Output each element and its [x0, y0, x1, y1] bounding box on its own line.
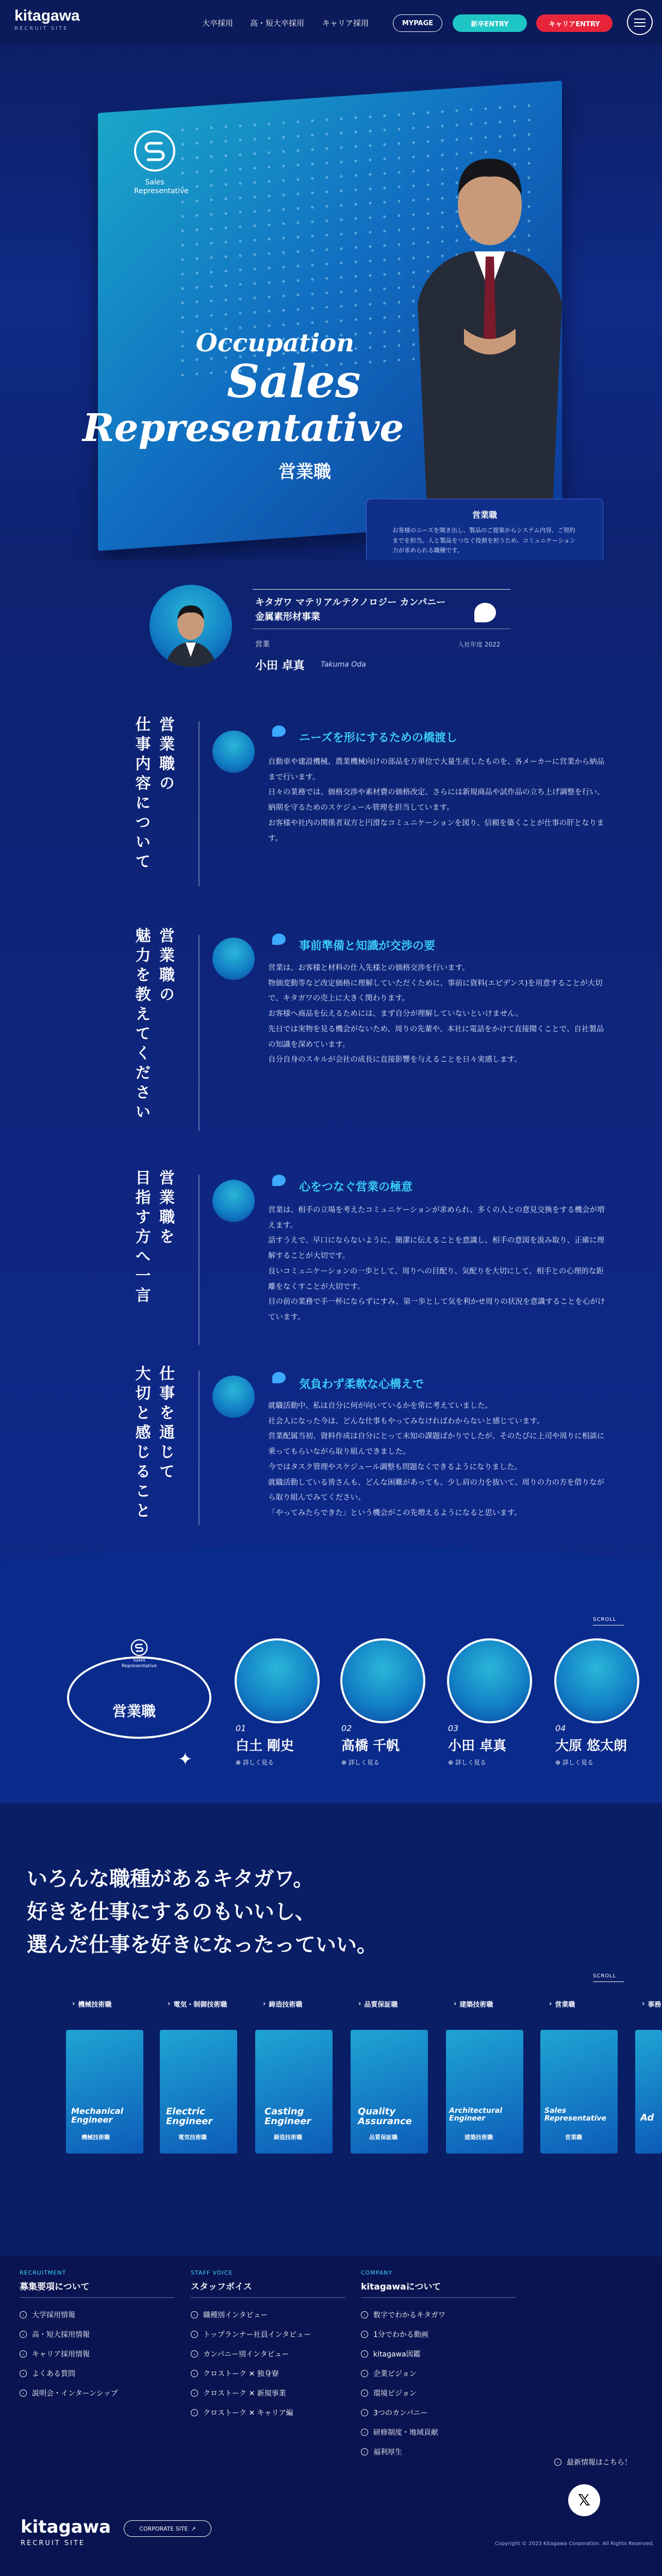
footer-link-text: 福利厚生 [373, 2448, 402, 2456]
footer-col-title: 募集要項について [20, 2279, 174, 2298]
job-card[interactable] [66, 2030, 143, 2154]
section-avatar [212, 1376, 255, 1418]
arrow-icon: › [361, 2409, 368, 2416]
footer-logo[interactable] [21, 2517, 111, 2547]
footer-link[interactable] [20, 2344, 174, 2364]
hero-title-representative: Representative [82, 406, 404, 450]
footer-logo-subtitle: RECRUIT SITE [21, 2539, 86, 2547]
staff-name: 高橋 千帆 [341, 1738, 400, 1754]
nav-career[interactable]: キャリア採用 [322, 19, 369, 28]
detail-label: 詳しく見る [242, 1759, 274, 1766]
hero-title-sales: Sales [227, 354, 361, 408]
arrow-icon: › [20, 2350, 27, 2358]
arrow-icon: › [361, 2389, 368, 2397]
section-divider [198, 935, 200, 1131]
question-bubble-icon [272, 725, 286, 737]
arrow-icon: › [191, 2331, 198, 2338]
footer-link-text: 環境ビジョン [373, 2389, 417, 2398]
staff-photo[interactable] [340, 1638, 425, 1723]
detail-label: 詳しく見る [348, 1759, 379, 1766]
job-card[interactable] [635, 2030, 662, 2154]
tagline-line: 選んだ仕事を好きになったっていい。 [27, 1933, 377, 1957]
menu-bar [634, 22, 646, 23]
job-card-ja: 電気技術職 [178, 2134, 207, 2141]
hero-title-ja: 営業職 [278, 462, 331, 482]
job-card[interactable] [160, 2030, 237, 2154]
arrow-icon: › [191, 2350, 198, 2358]
logo-text: kitagawa [14, 7, 80, 24]
job-card-en: Mechanical Engineer [71, 2106, 124, 2125]
staff-detail-link[interactable]: ⊕ 詳しく見る [341, 1759, 379, 1766]
footer-link-text: クロストーク ✕ 新規事業 [203, 2389, 286, 2398]
profile-joined: 入社年度 2022 [458, 641, 501, 648]
section-avatar [212, 1180, 255, 1222]
footer-column [191, 2269, 345, 2422]
new-entry-button[interactable]: 新卒ENTRY [453, 14, 527, 32]
section-heading: 事前準備と知識が交渉の要 [299, 940, 436, 953]
section-body: 営業は、相手の立場を考えたコミュニケーションが求められ、多くの人との意見交換をする機会が増えます。 話すうえで、早口にならないように、簡潔に伝えることを意識し、相手の意図を汲み取り、正確に理解することが大切です。 良いコミュニケーションの一歩として、周りへの目配り、気配りを大切にして、相手との心理的な距離をなくすことが大切です。 目の前の業務で手一杯にならずにすみ、第一歩として気を利かせ周りの状況を意識することを心がけています。 [268, 1206, 605, 1322]
menu-bar [634, 26, 646, 27]
section-divider [198, 721, 200, 886]
job-label [549, 1999, 575, 2009]
arrow-icon: › [168, 2000, 171, 2008]
staff-number: 04 [555, 1723, 566, 1733]
job-card[interactable] [540, 2030, 618, 2154]
corporate-site-button[interactable] [124, 2520, 211, 2537]
staff-photo[interactable] [554, 1638, 639, 1723]
arrow-icon: › [549, 2000, 552, 2008]
scroll-label: SCROLL [593, 1973, 617, 1979]
footer-link-text: 大学採用情報 [32, 2311, 75, 2319]
tagline-line: 好きを仕事にするのもいいし、 [27, 1900, 316, 1924]
section-body: 自動車や建設機械、農業機械向けの部品を万単位で大量生産したものを、各メーカーに営業から納品まで行います。 日々の業務では、価格交渉や素材費の価格改定、さらには新規商品や試作品の立ち上げ調整を行い、納期を守るためのスケジュール管理を担当しています。 お客様や社内の関係者双方と円滑なコミュニケーションを図り、信頼を築くことが仕事の肝となります。 [268, 758, 605, 843]
job-label [642, 1999, 661, 2009]
footer-link[interactable] [191, 2364, 345, 2383]
scroll-line [593, 1981, 624, 1982]
hero-occupation: Occupation [196, 329, 355, 358]
job-card-en: Ad [640, 2112, 654, 2123]
info-text: お客様のニーズを聞き出し、製品のご提案からシステム内容、ご契約までを担当。人と製品をつなぐ役割を担うため、コミュニケーション力が求められる職種です。 [392, 527, 576, 554]
footer-link[interactable] [20, 2383, 174, 2403]
arrow-icon: › [361, 2331, 368, 2338]
footer-link-text: 高・短大採用情報 [32, 2331, 90, 2339]
arrow-icon: › [361, 2370, 368, 2377]
footer-link[interactable] [191, 2325, 345, 2344]
job-label-text: 電気・制御技術職 [173, 2001, 227, 2009]
footer-link-text: キャリア採用情報 [32, 2350, 90, 2359]
footer-logo-text: kitagawa [21, 2517, 111, 2537]
arrow-icon: › [20, 2389, 27, 2397]
arrow-icon: › [191, 2370, 198, 2377]
footer-col-head: STAFF VOICE [191, 2269, 233, 2276]
tagline-line: いろんな職種があるキタガワ。 [27, 1867, 314, 1891]
footer-link[interactable] [361, 2344, 516, 2364]
section-body: 就職活動中、私は自分に何が向いているかを常に考えていました。 社会人になった今は、どんな仕事もやってみなければわからないと感じています。 営業配属当初、資料作成は自分にとって未知の課題ばかりでしたが、そのたびに上司や周りに相談に乗ってもらいながら取り組んできました。 今ではタスク管理やスケジュール調整も問題なくできるようになりました。 就職活動している皆さんも、どんな困難があっても、少し肩の力を抜いて、周りの力の方を借りながら取り組んでみてください。 「やってみたらできた」という機会がこの先増えるようになると思います。 [268, 1402, 605, 1518]
job-card-ja: 品質保証職 [369, 2134, 398, 2141]
footer-link[interactable] [191, 2344, 345, 2364]
footer-link[interactable] [361, 2403, 516, 2422]
footer-link[interactable] [20, 2325, 174, 2344]
site-logo[interactable] [14, 7, 80, 31]
x-social-icon[interactable]: 𝕏 [568, 2484, 600, 2516]
section-divider [198, 1370, 200, 1525]
section-heading: 心をつなぐ営業の極意 [299, 1181, 413, 1194]
profile-company: キタガワ マテリアルテクノロジー カンパニー [255, 597, 446, 608]
staff-occupation-label: 営業職 [112, 1703, 156, 1720]
staff-photo[interactable] [447, 1638, 532, 1723]
arrow-icon: › [642, 2000, 645, 2008]
detail-label: 詳しく見る [455, 1759, 486, 1766]
arrow-icon: › [72, 2000, 75, 2008]
staff-detail-link[interactable]: ⊕ 詳しく見る [448, 1759, 486, 1766]
copyright: Copyright © 2023 Kitagawa Corporation. All Rights Reserved. [495, 2541, 654, 2547]
profile-division: 金属素形材事業 [255, 612, 320, 622]
footer-link-text: 企業ビジョン [373, 2370, 417, 2378]
footer-link[interactable] [361, 2442, 516, 2462]
arrow-icon: › [191, 2389, 198, 2397]
footer-link-text: クロストーク ✕ 独身寮 [203, 2370, 279, 2378]
profile-name-en: Takuma Oda [321, 660, 366, 669]
question-bubble-icon [272, 1372, 286, 1383]
arrow-icon: › [191, 2409, 198, 2416]
footer-col-title: kitagawaについて [361, 2279, 516, 2298]
arrow-icon: › [20, 2311, 27, 2318]
arrow-icon: › [361, 2311, 368, 2318]
section-title-vertical: 営業職を 目指す方へ一言 [132, 1170, 174, 1307]
footer-col-head: COMPANY [361, 2269, 393, 2276]
job-card[interactable] [255, 2030, 333, 2154]
latest-news-link[interactable] [554, 2452, 632, 2472]
job-card[interactable] [446, 2030, 523, 2154]
nav-highschool[interactable]: 高・短大卒採用 [250, 19, 305, 28]
jobs-tagline [27, 1862, 377, 1961]
footer-link[interactable] [361, 2305, 516, 2325]
arrow-icon: › [263, 2000, 266, 2008]
footer-col-head: RECRUITMENT [20, 2269, 67, 2276]
section-title-vertical: 営業職の 仕事内容について [132, 716, 174, 873]
nav-graduate[interactable]: 大卒採用 [202, 19, 234, 28]
question-bubble-icon [272, 934, 286, 945]
job-card-ja: 鋳造技術職 [274, 2134, 302, 2141]
arrow-icon: › [358, 2000, 361, 2008]
profile-name: 小田 卓真 [255, 659, 305, 672]
scroll-label: SCROLL [593, 1617, 617, 1622]
staff-number: 03 [448, 1723, 459, 1733]
footer-link-text: クロストーク ✕ キャリア編 [203, 2409, 293, 2417]
section-title-vertical: 営業職の 魅力を教えてください [132, 927, 174, 1123]
sparkle-icon: ✦ [178, 1749, 193, 1770]
job-label [358, 1999, 398, 2009]
section-body: 営業は、お客様と材料の仕入先様との価格交渉を行います。 物価変動等など改定価格に理解していただくために、事前に資料(エビデンス)を用意することが大切で、キタガワの売上に大きく関わります。 お客様へ商品を伝えるためには、まず自分が理解していないといけません。 先日では実物を見る機会がないため、周りの先輩や、本社に電話をかけて直接聞くことで、自社製品の知識を深めています。 自分自身のスキルが会社の成長に直接影響を与えることを日々実感します。 [268, 964, 604, 1064]
footer-link-text: 説明会・インターンシップ [32, 2389, 118, 2398]
question-bubble-icon [272, 1175, 286, 1186]
arrow-icon: › [554, 2459, 561, 2466]
footer-column [361, 2269, 516, 2462]
sales-emblem-icon [131, 128, 178, 174]
footer-link-text: カンパニー別インタビュー [203, 2350, 289, 2359]
job-card-en: Sales Representative [544, 2107, 607, 2123]
job-card-en: Electric Engineer [166, 2106, 213, 2127]
external-link-icon: ↗ [191, 2525, 196, 2532]
profile-avatar [150, 585, 232, 667]
corporate-site-text: CORPORATE SITE [139, 2525, 188, 2532]
footer-link-text: よくある質問 [32, 2370, 75, 2378]
arrow-icon: › [454, 2000, 457, 2008]
staff-photo[interactable] [235, 1638, 320, 1723]
staff-detail-link[interactable]: ⊕ 詳しく見る [236, 1759, 274, 1766]
job-label [168, 1999, 227, 2009]
job-card[interactable] [351, 2030, 428, 2154]
arrow-icon: › [191, 2311, 198, 2318]
menu-bar [634, 19, 646, 20]
footer-link[interactable] [361, 2364, 516, 2383]
job-label [263, 1999, 302, 2009]
job-card-en: Architectural Engineer [449, 2107, 503, 2123]
arrow-icon: › [361, 2350, 368, 2358]
staff-name: 大原 悠太朗 [555, 1738, 627, 1754]
staff-number: 01 [236, 1723, 246, 1733]
arrow-icon: › [20, 2370, 27, 2377]
footer-col-title: スタッフボイス [191, 2279, 345, 2298]
job-card-en: Quality Assurance [358, 2106, 412, 2127]
divider-line [253, 589, 510, 590]
footer-link-text: トップランナー社員インタビュー [203, 2331, 311, 2339]
staff-name: 白土 剛史 [236, 1738, 294, 1754]
job-card-en: Casting Engineer [264, 2106, 311, 2127]
footer-link-text: 研修制度・地域貢献 [373, 2429, 438, 2437]
section-avatar [212, 938, 255, 980]
job-label-text: 建築技術職 [459, 2001, 493, 2009]
staff-detail-link[interactable]: ⊕ 詳しく見る [555, 1759, 593, 1766]
job-card-ja: 建築技術職 [465, 2134, 493, 2141]
logo-subtitle: RECRUIT SITE [14, 26, 69, 31]
job-card-ja: 営業職 [565, 2134, 582, 2141]
footer-link[interactable] [361, 2325, 516, 2344]
section-divider [198, 1175, 200, 1345]
footer-link[interactable] [361, 2422, 516, 2442]
arrow-icon: › [361, 2448, 368, 2455]
job-label [454, 1999, 493, 2009]
arrow-icon: › [361, 2429, 368, 2436]
footer-link-text: 数字でわかるキタガワ [373, 2311, 445, 2319]
section-heading: ニーズを形にするための橋渡し [299, 732, 457, 744]
detail-label: 詳しく見る [562, 1759, 593, 1766]
mypage-button[interactable]: MYPAGE [393, 14, 442, 32]
job-label-text: 鋳造技術職 [269, 2001, 303, 2009]
footer-link[interactable] [191, 2403, 345, 2422]
staff-emblem-label: Sales Representative [121, 1658, 157, 1669]
footer-link-text: 職種別インタビュー [203, 2311, 268, 2319]
staff-number: 02 [341, 1723, 352, 1733]
job-label-text: 事務 [648, 2001, 661, 2009]
footer-link[interactable] [20, 2364, 174, 2383]
job-label [72, 1999, 111, 2009]
footer-link[interactable] [361, 2383, 516, 2403]
sales-emblem-icon [130, 1638, 148, 1657]
staff-name: 小田 卓真 [448, 1738, 507, 1754]
site-header [0, 0, 662, 45]
footer-link[interactable] [20, 2305, 174, 2325]
employee-photo [397, 107, 583, 530]
hero-section [0, 45, 662, 561]
section-title-vertical: 仕事を通じて 大切と感じること [132, 1365, 174, 1522]
job-label-text: 営業職 [555, 2001, 575, 2009]
latest-news-text: 最新情報はこちら！ [567, 2459, 632, 2467]
footer-link[interactable] [191, 2305, 345, 2325]
info-title: 営業職 [472, 510, 497, 520]
speech-bubble-icon [474, 603, 496, 622]
menu-button[interactable] [627, 9, 653, 35]
footer-link-text: 1分でわかる動画 [373, 2331, 428, 2339]
arrow-icon: › [20, 2331, 27, 2338]
job-label-text: 品質保証職 [364, 2001, 398, 2009]
profile-position: 営業 [255, 640, 270, 649]
section-avatar [212, 731, 255, 773]
section-heading: 気負わず柔軟な心構えで [299, 1378, 424, 1391]
footer-link[interactable] [191, 2383, 345, 2403]
footer-link-text: 3つのカンパニー [373, 2409, 428, 2417]
emblem-label: Sales Representative [134, 178, 189, 195]
footer-column [20, 2269, 174, 2403]
career-entry-button[interactable]: キャリアENTRY [536, 14, 613, 32]
job-card-ja: 機械技術職 [81, 2134, 110, 2141]
footer-link-text: kitagawa図鑑 [373, 2350, 421, 2359]
job-label-text: 機械技術職 [78, 2001, 112, 2009]
